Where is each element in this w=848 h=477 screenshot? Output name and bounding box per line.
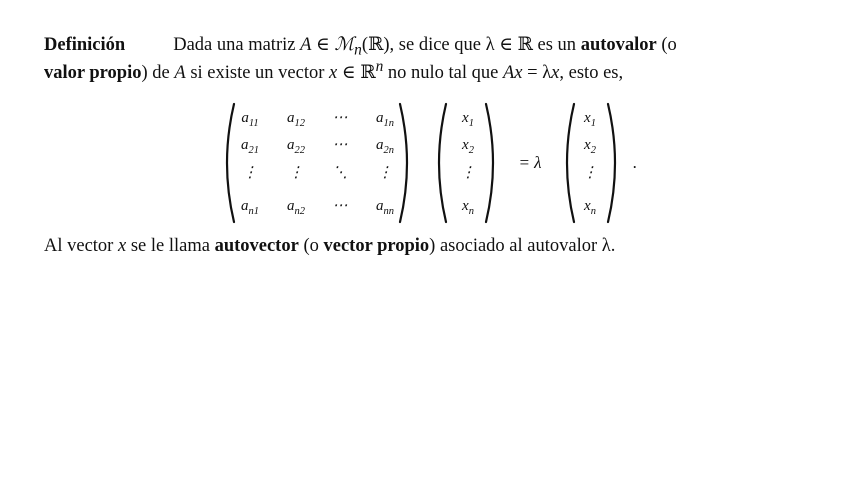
matrix-right-paren bbox=[400, 104, 407, 222]
matrix-entry: $a_{n1}$ bbox=[241, 198, 259, 217]
definition-heading: Definición bbox=[44, 35, 126, 55]
term-valor-propio: valor propio bbox=[44, 63, 142, 84]
text-asociado: ) asociado al autovalor λ. bbox=[429, 236, 616, 256]
text-se-dice: (ℝ), se dice que λ ∈ ℝ es un bbox=[361, 35, 581, 55]
rhs-left-paren bbox=[567, 104, 574, 222]
subscript-n: n bbox=[354, 41, 362, 59]
matrix-entry: $a_{1n}$ bbox=[376, 110, 394, 129]
vector-entry: $x_n$ bbox=[462, 198, 474, 217]
text-equals-lambda: = λ bbox=[522, 63, 552, 84]
text-si-existe: si existe un vector bbox=[185, 63, 330, 84]
text-o: (o bbox=[298, 236, 324, 256]
symbol-A-2: A bbox=[174, 63, 186, 84]
rhs-vector-entry: $x_2$ bbox=[584, 137, 596, 156]
rhs-vector-entry: ⋮ bbox=[582, 165, 598, 181]
term-autovalor: autovalor bbox=[580, 35, 657, 55]
matrix-entry: ⋱ bbox=[332, 165, 348, 181]
vector-entry: ⋮ bbox=[460, 165, 476, 181]
matrix-entry: $a_{n2}$ bbox=[287, 198, 305, 217]
matrix-entry: ⋯ bbox=[332, 110, 348, 126]
vector-entry: $x_1$ bbox=[462, 110, 474, 129]
rhs-vector-entry: $x_1$ bbox=[584, 110, 596, 129]
matrix-left-paren bbox=[227, 104, 234, 222]
symbol-M: ℳ bbox=[334, 35, 355, 55]
matrix-entry: $a_{22}$ bbox=[287, 137, 305, 156]
text-se-le-llama: se le llama bbox=[126, 236, 215, 256]
matrix-entry: ⋯ bbox=[332, 137, 348, 153]
text-esto-es: , esto es, bbox=[559, 63, 624, 84]
text-no-nulo: no nulo tal que bbox=[383, 63, 503, 84]
matrix-entry: ⋯ bbox=[332, 198, 348, 214]
matrix-entry: $a_{2n}$ bbox=[376, 137, 394, 156]
term-vector-propio: vector propio bbox=[323, 236, 430, 256]
symbol-x: x bbox=[329, 63, 338, 84]
vector-entry: $x_2$ bbox=[462, 137, 474, 156]
text-dada: Dada una matriz bbox=[173, 35, 301, 55]
symbol-x-3: x bbox=[117, 236, 127, 256]
text-al-vector: Al vector bbox=[44, 236, 118, 256]
vector-left-paren bbox=[439, 104, 446, 222]
symbol-A: A bbox=[300, 35, 312, 55]
text-open-o: (o bbox=[656, 35, 677, 55]
rhs-vector-entry: $x_n$ bbox=[584, 198, 596, 217]
term-autovector: autovector bbox=[214, 236, 299, 256]
symbol-x-2: x bbox=[551, 63, 560, 84]
matrix-entry: ⋮ bbox=[242, 165, 258, 181]
matrix-entry: $a_{12}$ bbox=[287, 110, 305, 129]
vector-right-paren bbox=[486, 104, 493, 222]
rhs-right-paren bbox=[608, 104, 615, 222]
matrix-entry: $a_{21}$ bbox=[241, 137, 259, 156]
text-in-Rn: ∈ ℝ bbox=[337, 63, 376, 84]
symbol-Ax: Ax bbox=[503, 63, 523, 84]
matrix-entry: $a_{11}$ bbox=[241, 110, 259, 129]
matrix-entry: $a_{nn}$ bbox=[376, 198, 394, 217]
definition-line-3 bbox=[44, 236, 615, 257]
text-in: ∈ bbox=[311, 35, 335, 55]
matrix-entry: ⋮ bbox=[377, 165, 393, 181]
superscript-n: n bbox=[375, 58, 384, 75]
equals-lambda: = λ bbox=[518, 153, 542, 172]
matrix-entry: ⋮ bbox=[288, 165, 304, 181]
equation-period: . bbox=[633, 153, 638, 172]
text-de: ) de bbox=[141, 63, 175, 84]
